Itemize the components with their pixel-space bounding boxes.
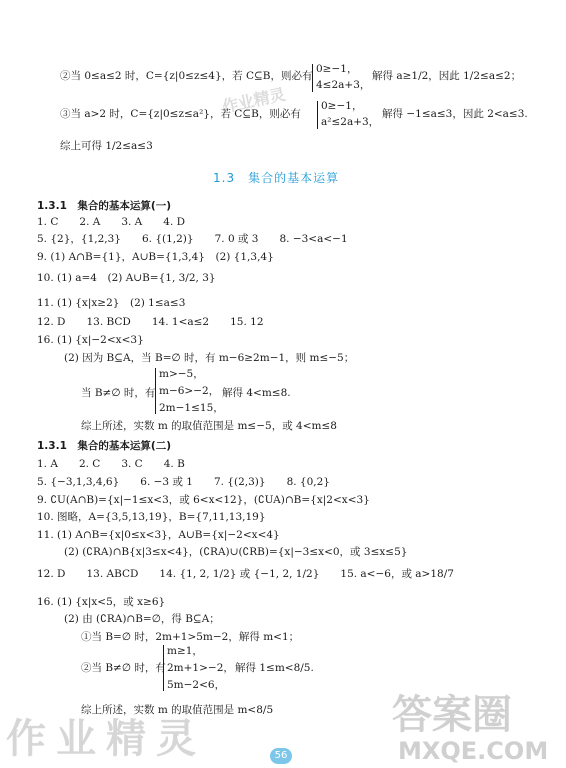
answer-line: 综上所述，实数 m 的取值范围是 m<8/5 [81, 704, 274, 716]
answer-line: 5. {2}，{1,2,3} 6. {(1,2)} 7. 0 或 3 8. −3<a<−1 [37, 233, 348, 245]
subsection-heading: 1.3.1 集合的基本运算(一) [37, 200, 171, 212]
answer-line: 1. A 2. C 3. C 4. B [37, 458, 185, 470]
answer-line: 解得 4<m≤8. [222, 387, 291, 399]
watermark-top: 作业精灵 [220, 84, 288, 117]
system-line: 2m+1>−2， [167, 662, 234, 674]
brace [155, 368, 156, 414]
subsection-heading: 1.3.1 集合的基本运算(二) [37, 440, 171, 452]
system-line: 0≥−1， [321, 100, 363, 112]
system-line: 4≤2a+3， [316, 79, 371, 91]
watermark-site: MXQE.COM [398, 737, 549, 765]
section-title: 1.3 集合的基本运算 [213, 171, 340, 185]
system-line: 0≥−1， [316, 63, 358, 75]
answer-line: 5. {−3,1,3,4,6} 6. −3 或 1 7. {(2,3)} 8. {0,2} [37, 476, 330, 488]
system-line: 5m−2<6， [167, 679, 226, 691]
brace [317, 101, 318, 129]
solution-result: 解得 a≥1/2，因此 1/2≤a≤2； [372, 70, 522, 82]
watermark-logo: 答案圈 [392, 692, 512, 738]
brace [312, 64, 313, 92]
watermark-bottom: 作业精灵 [6, 716, 206, 762]
system-line: m≥1， [167, 645, 203, 657]
answer-line: 11. (1) A∩B={x|0≤x<3}，A∪B={x|−2<x<4} [37, 529, 280, 541]
conclusion: 综上可得 1/2≤a≤3 [60, 140, 153, 152]
answer-line: 11. (1) {x|x≥2} (2) 1≤a≤3 [37, 297, 186, 309]
answer-line: 解得 1≤m<8/5. [235, 662, 314, 674]
system-line: m>−5， [159, 368, 204, 380]
answer-line: 16. (1) {x|−2<x<3} [37, 334, 144, 346]
answer-line: 12. D 13. ABCD 14. {1, 2, 1/2} 或 {−1, 2, 1/2} 15. a<−6，或 a>18/7 [37, 568, 454, 580]
page-number: 56 [270, 748, 292, 764]
solution-result: 解得 −1≤a≤3，因此 2<a≤3. [382, 108, 528, 120]
answer-line: 12. D 13. BCD 14. 1<a≤2 15. 12 [37, 316, 264, 328]
answer-line: (2) 因为 B⊆A，当 B=∅ 时，有 m−6≥2m−1，则 m≤−5； [64, 352, 355, 364]
answer-line: 9. ∁U(A∩B)={x|−1≤x<3，或 6<x<12}，(∁UA)∩B={x|2<x<3} [37, 494, 370, 506]
solution-case-3: ③当 a>2 时，C={z|0≤z≤a²}，若 C⊆B，则必有 [60, 108, 301, 120]
answer-line: 1. C 2. A 3. A 4. D [37, 216, 186, 228]
answer-line: 综上所述，实数 m 的取值范围是 m≤−5，或 4<m≤8 [81, 420, 337, 432]
answer-line: (2) (∁RA)∩B{x|3≤x<4}，(∁RA)∪(∁RB)={x|−3≤x<0，或 3≤x≤5} [64, 546, 408, 558]
answer-line: 当 B≠∅ 时，有 [81, 387, 156, 399]
answer-line: 9. (1) A∩B={1}，A∪B={1,3,4} (2) {1,3,4} [37, 251, 274, 263]
system-line: m−6>−2， [159, 385, 220, 397]
answer-line: 10. (1) a=4 (2) A∪B={1, 3/2, 3} [37, 272, 216, 284]
answer-line: ①当 B=∅ 时，2m+1>5m−2，解得 m<1； [81, 631, 300, 643]
answer-line: 10. 图略，A={3,5,13,19}，B={7,11,13,19} [37, 511, 266, 523]
system-line: a²≤2a+3， [321, 116, 380, 128]
answer-line: (2) 由 (∁RA)∩B=∅，得 B⊆A； [64, 613, 220, 625]
brace [163, 645, 164, 691]
system-line: 2m−1≤15， [159, 402, 224, 414]
answer-line: ②当 B≠∅ 时，有 [81, 662, 166, 674]
solution-case-2: ②当 0≤a≤2 时，C={z|0≤z≤4}，若 C⊆B，则必有 [60, 70, 313, 82]
answer-line: 16. (1) {x|x<5，或 x≥6} [37, 596, 166, 608]
